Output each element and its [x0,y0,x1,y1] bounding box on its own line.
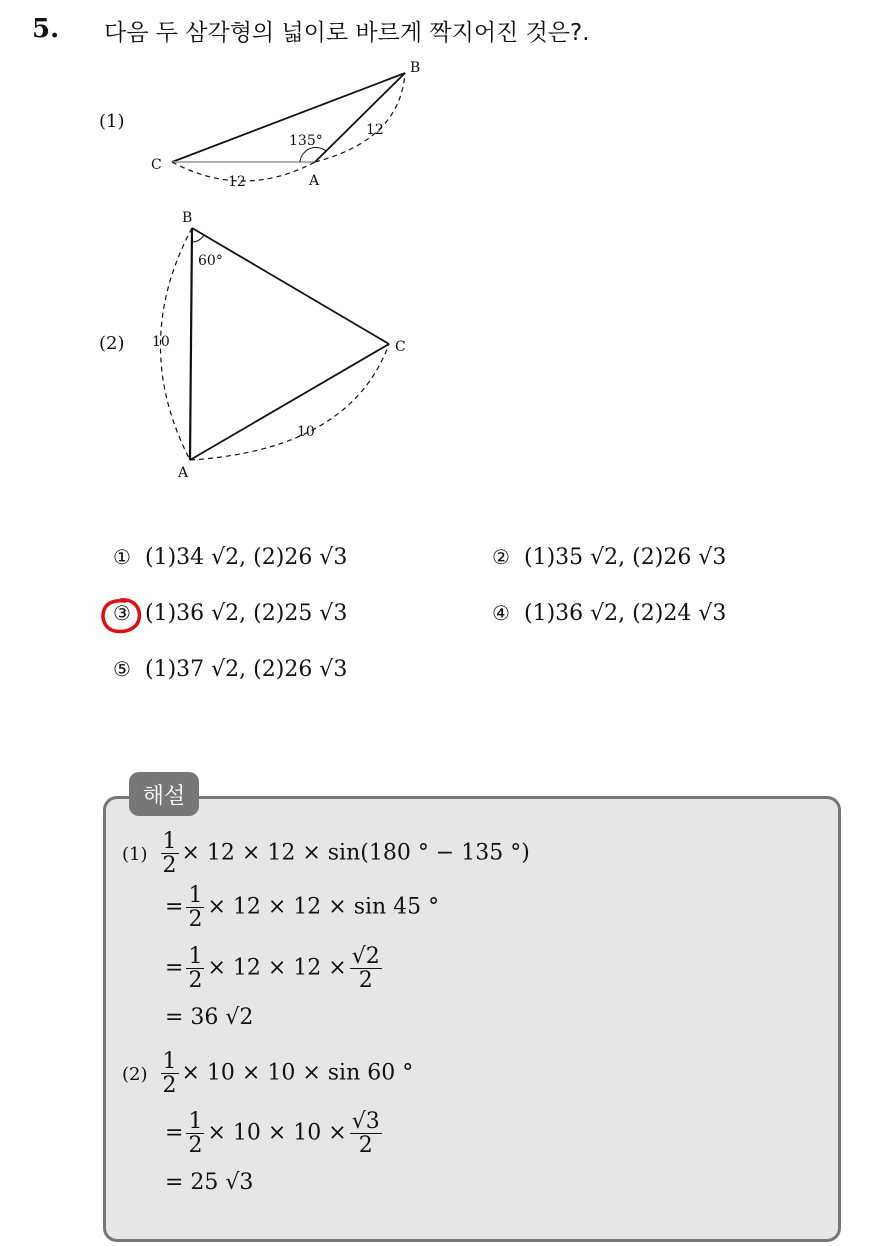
choice-2-text: (1)35 √2, (2)26 √3 [524,545,727,570]
fig2-vertex-c: C [395,339,406,355]
solution-tab: 해설 [129,772,199,816]
fig1-vertex-c: C [151,157,162,173]
figure-1-label: (1) [99,111,125,132]
sol1-line3: = $\frac{1}{2}$ × 12 × 12 × $\frac{√2}{2}$ [165,944,380,994]
choice-2[interactable] [486,545,726,570]
choice-4-mark: ④ [492,601,510,625]
sol2-line2: = $\frac{1}{2}$ × 10 × 10 × $\frac{√3}{2}$ [165,1109,380,1159]
sol1-line1: (1) $\frac{1}{2}$ × 12 × 12 × sin(180 ° − 135 °) [122,829,530,879]
fig1-vertex-a: A [309,173,320,189]
question-text: 다음 두 삼각형의 넓이로 바르게 짝지어진 것은?. [104,20,590,46]
fig1-side-ca: 12 [228,174,246,190]
choice-3-text: (1)36 √2, (2)25 √3 [145,601,348,626]
sol1-label: (1) [122,843,148,865]
sol1-line2: = $\frac{1}{2}$ × 12 × 12 × sin 45 ° [165,883,440,933]
choice-5-text: (1)37 √2, (2)26 √3 [145,657,348,682]
fig2-vertex-a: A [178,465,189,481]
figure-2-label: (2) [99,333,125,354]
sol2-line1: (2) $\frac{1}{2}$ × 10 × 10 × sin 60 ° [122,1049,414,1099]
sol2-label: (2) [122,1063,148,1085]
fig2-side-ac: 10 [297,424,315,440]
question-number: 5. [32,14,60,44]
fig1-angle: 135° [289,133,323,149]
choice-4-text: (1)36 √2, (2)24 √3 [524,601,727,626]
choice-5-mark: ⑤ [113,657,131,681]
fig2-vertex-b: B [182,210,193,226]
fig2-side-ba: 10 [152,334,170,350]
choice-1-mark: ① [113,545,131,569]
choice-3[interactable] [107,601,347,626]
fig1-side-ab: 12 [366,122,384,138]
choice-1[interactable] [107,545,347,570]
choice-2-mark: ② [492,545,510,569]
fig1-vertex-b: B [410,60,421,76]
fig2-angle: 60° [198,253,223,269]
sol1-line4: = 36 √2 [165,1005,254,1030]
figure-2-triangle [140,200,430,490]
answer-circle-icon [99,597,143,635]
choice-4[interactable] [486,601,726,626]
choice-5[interactable] [107,657,347,682]
sol2-line3: = 25 √3 [165,1170,254,1195]
choice-1-text: (1)34 √2, (2)26 √3 [145,545,348,570]
choice-3-mark: ③ [113,601,131,625]
figure-1-triangle [140,55,430,195]
